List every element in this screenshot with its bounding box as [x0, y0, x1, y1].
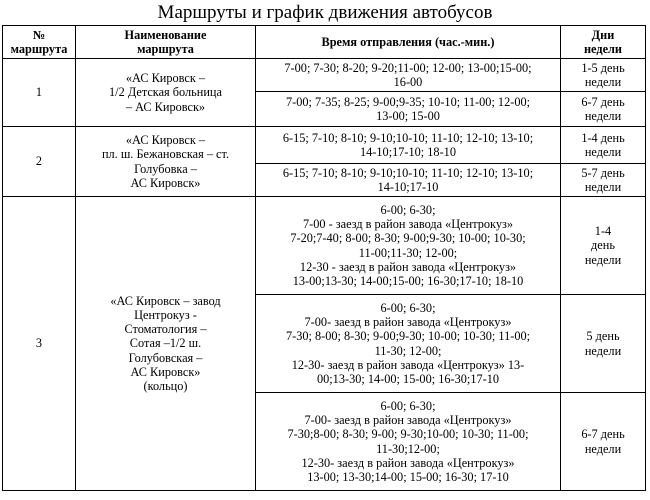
times-line: 7-00 - заезд в район завода «Центрокуз»	[302, 217, 513, 232]
departure-times-cell	[256, 197, 561, 295]
header-route-number	[3, 26, 76, 59]
bus-schedule-table	[2, 25, 646, 491]
times-line: 14-10;17-10	[377, 180, 439, 194]
route-name-line: Центрокуз -	[134, 307, 197, 322]
route-name-line: «АС Кировск –	[125, 133, 206, 148]
route-name-cell	[76, 127, 256, 197]
times-line: 11-30;12-00;	[376, 441, 440, 456]
header-days-line: Дни	[591, 27, 615, 42]
times-line: 6-00; 6-30;	[380, 398, 436, 413]
days-line: 5-7 день	[581, 165, 625, 180]
route-name-line: «АС Кировск – завод	[110, 293, 221, 308]
days-line: недели	[584, 441, 622, 456]
route-name-line: «АС Кировск –	[125, 71, 206, 86]
route-name-line: АС Кировск»	[130, 364, 201, 379]
departure-times-cell	[256, 393, 561, 491]
times-line: 12-30 - заезд в район завода «Центрокуз»	[299, 259, 517, 274]
route-number-cell: 2	[3, 127, 76, 197]
header-route-name-line: маршрута	[137, 42, 194, 56]
departure-times-cell	[256, 164, 561, 197]
days-line: день	[591, 238, 615, 253]
times-line: 12-30- заезд в район завода «Центрокуз»	[301, 455, 515, 470]
times-line: 13-00; 15-00	[376, 109, 440, 123]
route-name-cell	[76, 59, 256, 127]
route-name-line: 1/2 Детская больница	[109, 85, 222, 100]
days-line: 6-7 день	[581, 427, 625, 442]
days-cell	[561, 59, 646, 92]
times-line: 7-20;7-40; 8-00; 8-30; 9-00;9-30; 10-00; 10-30;	[290, 231, 526, 246]
departure-times-cell	[256, 127, 561, 164]
departure-times-cell	[256, 295, 561, 393]
days-cell	[561, 197, 646, 295]
times-line: 6-15; 7-10; 8-10; 9-10;10-10; 11-10; 12-10; 13-10;	[282, 130, 534, 145]
times-line: 7-30;8-00; 8-30; 9-00; 9-30;10-00; 10-30; 11-00;	[287, 427, 529, 442]
days-line: 1-4	[594, 224, 612, 239]
times-line: 6-00; 6-30;	[380, 300, 436, 315]
header-route-number-line: маршрута	[10, 42, 68, 56]
days-line: недели	[584, 180, 622, 194]
route-name-line: Стоматология –	[124, 322, 207, 337]
times-line: 11-30; 12-00;	[374, 343, 442, 358]
times-line: 16-00	[393, 75, 423, 89]
header-route-name-line: Наименование	[124, 27, 207, 42]
header-route-number-line: №	[32, 27, 46, 42]
times-line: 00;13-30; 14-00; 15-00; 16-30;17-10	[316, 371, 500, 386]
times-line: 7-00- заезд в район завода «Центрокуз»	[304, 315, 512, 330]
days-line: недели	[584, 75, 622, 89]
times-line: 7-00; 7-30; 8-20; 9-20;11-00; 12-00; 13-00;15-00;	[284, 60, 532, 75]
departure-times-cell	[256, 92, 561, 127]
table-row	[3, 59, 646, 92]
route-name-line: АС Кировск»	[130, 175, 201, 190]
departure-times-cell	[256, 59, 561, 92]
route-name-line: Голубовка –	[134, 161, 197, 176]
days-line: 1-5 день	[581, 60, 625, 75]
days-line: недели	[584, 109, 622, 123]
days-line: 6-7 день	[581, 94, 625, 109]
days-cell	[561, 164, 646, 197]
days-line: 1-4 день	[581, 130, 625, 145]
days-cell	[561, 295, 646, 393]
table-row	[3, 197, 646, 295]
days-cell	[561, 92, 646, 127]
header-departure-time	[256, 26, 561, 59]
route-name-line: Сотая –1/2 ш.	[129, 336, 202, 351]
header-days-of-week	[561, 26, 646, 59]
times-line: 6-15; 7-10; 8-10; 9-10;10-10; 11-10; 12-10; 13-10;	[282, 165, 534, 180]
times-line: 12-30- заезд в район завода «Центрокуз» 13-	[291, 357, 525, 372]
route-name-line: Голубовская –	[128, 350, 203, 365]
days-line: 5 день	[586, 329, 620, 344]
days-cell	[561, 393, 646, 491]
days-line: недели	[584, 343, 622, 358]
times-line: 13-00;13-30; 14-00;15-00; 16-30;17-10; 18-10	[292, 273, 524, 288]
route-name-line: пл. ш. Бежановская – ст.	[101, 147, 230, 162]
page-title: Маршруты и график движения автобусов	[157, 2, 493, 23]
route-name-line: (кольцо)	[143, 379, 188, 393]
table-row	[3, 127, 646, 164]
header-route-name	[76, 26, 256, 59]
route-number-cell: 3	[3, 197, 76, 491]
route-number-cell: 1	[3, 59, 76, 127]
route-name-cell	[76, 197, 256, 491]
times-line: 14-10;17-10; 18-10	[360, 145, 456, 159]
header-departure-time-line: Время отправления (час.-мин.)	[321, 34, 495, 49]
times-line: 6-00; 6-30;	[380, 202, 436, 217]
header-row	[3, 26, 646, 59]
times-line: 7-30; 8-00; 8-30; 9-00;9-30; 10-00; 10-30; 11-00;	[285, 329, 531, 344]
times-line: 13-00; 13-30;14-00; 15-00; 16-30; 17-10	[307, 469, 509, 484]
header-days-line: недели	[583, 42, 623, 56]
times-line: 7-00; 7-35; 8-25; 9-00;9-35; 10-10; 11-00; 12-00;	[285, 94, 531, 109]
days-line: недели	[584, 252, 622, 267]
times-line: 11-00;11-30; 12-00;	[358, 245, 458, 260]
times-line: 7-00- заезд в район завода «Центрокуз»	[304, 413, 512, 428]
days-cell	[561, 127, 646, 164]
route-name-line: – АС Кировск»	[125, 99, 206, 114]
days-line: недели	[584, 145, 622, 159]
